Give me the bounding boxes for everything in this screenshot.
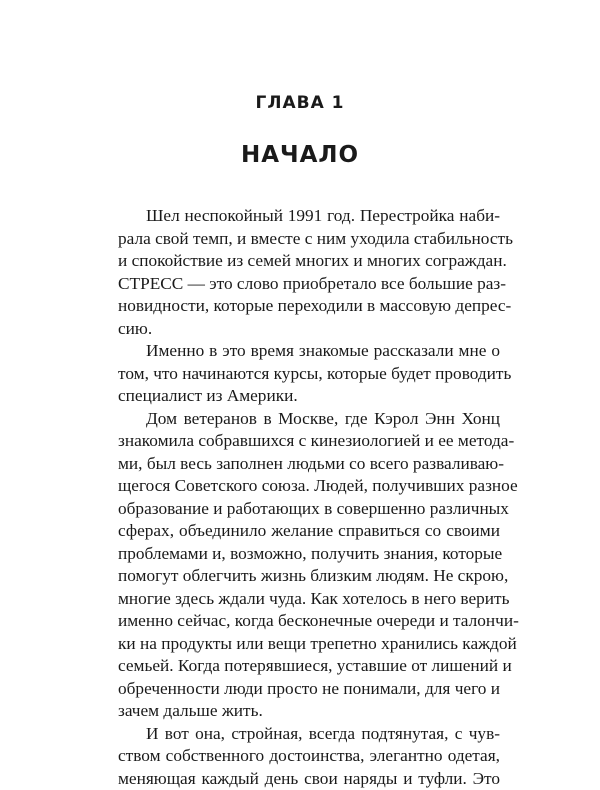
paragraph [118,340,500,408]
chapter-title: НАЧАЛО [0,142,600,168]
text-line: Именно в это время знакомые рассказали мне о [118,340,500,363]
text-line: И вот она, стройная, всегда подтянутая, с чув- [118,723,500,746]
text-line: сферах, объединило желание справиться со своими [118,520,500,543]
text-line: и спокойствие из семей многих и многих сограждан. [118,250,500,273]
text-line: обреченности люди просто не понимали, для чего и [118,678,500,701]
chapter-body [118,205,500,790]
text-line: проблемами и, возможно, получить знания, которые [118,543,500,566]
text-line: ки на продукты или вещи трепетно хранились каждой [118,633,500,656]
text-line: Шел неспокойный 1991 год. Перестройка наби- [118,205,500,228]
text-line: знакомила собравшихся с кинезиологией и ее метода- [118,430,500,453]
text-line: многие здесь ждали чуда. Как хотелось в него верить [118,588,500,611]
text-line: меняющая каждый день свои наряды и туфли. Это [118,768,500,790]
paragraph [118,408,500,723]
text-line: Дом ветеранов в Москве, где Кэрол Энн Хонц [118,408,500,431]
text-line: образование и работающих в совершенно различных [118,498,500,521]
text-line: специалист из Америки. [118,385,500,408]
paragraph [118,723,500,790]
text-line: именно сейчас, когда бесконечные очереди и талончи- [118,610,500,633]
text-line: новидности, которые переходили в массовую депрес- [118,295,500,318]
text-line: зачем дальше жить. [118,700,500,723]
text-line: помогут облегчить жизнь близким людям. Не скрою, [118,565,500,588]
text-line: ми, был весь заполнен людьми со всего разваливаю- [118,453,500,476]
text-line: рала свой темп, и вместе с ним уходила стабильность [118,228,500,251]
text-line: ством собственного достоинства, элегантно одетая, [118,745,500,768]
paragraph [118,205,500,340]
chapter-number: ГЛАВА 1 [0,93,600,113]
text-line: СТРЕСС — это слово приобретало все большие раз- [118,273,500,296]
text-line: щегося Советского союза. Людей, получивших разное [118,475,500,498]
text-line: семьей. Когда потерявшиеся, уставшие от лишений и [118,655,500,678]
text-line: том, что начинаются курсы, которые будет проводить [118,363,500,386]
text-line: сию. [118,318,500,341]
